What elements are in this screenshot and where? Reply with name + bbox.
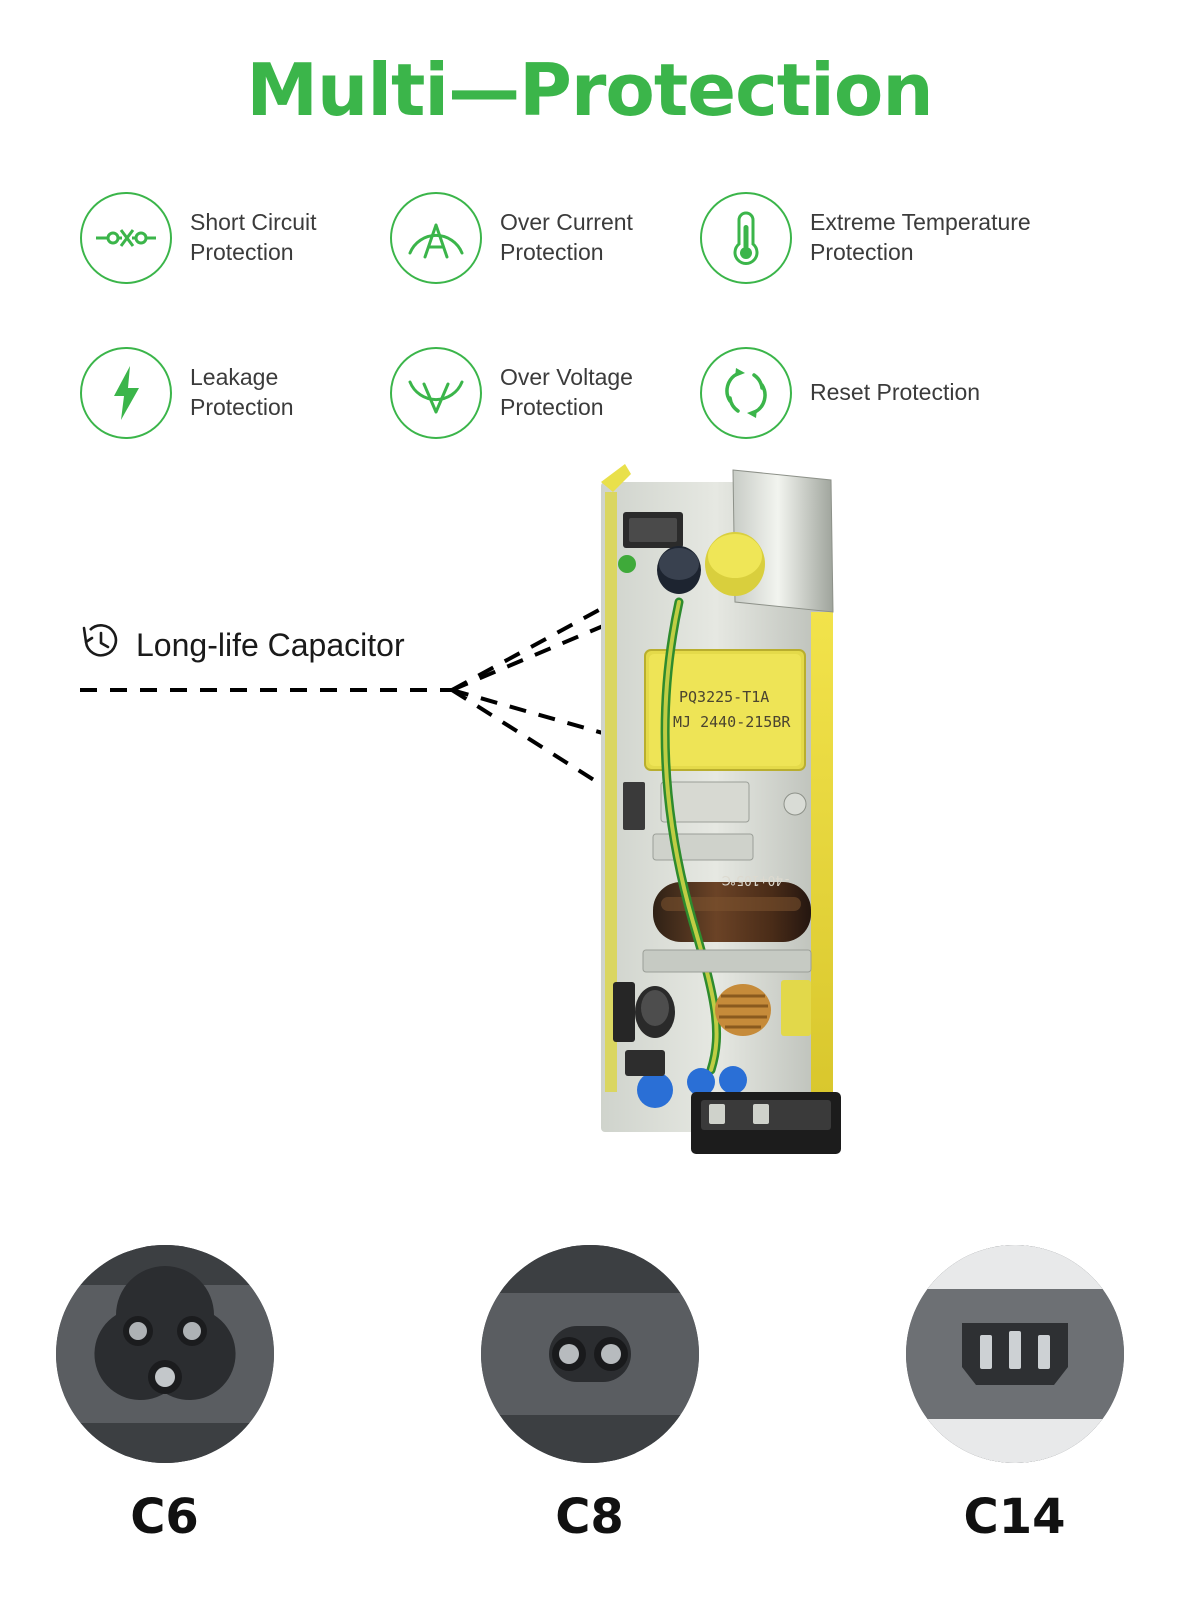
capacitor-rating-text: -40+105℃: [721, 872, 791, 887]
feature-label-line1: Over Current: [500, 209, 633, 236]
feature-label: [190, 208, 317, 267]
over-current-icon: [390, 192, 482, 284]
feature-label-line2: Protection: [190, 238, 294, 265]
over-voltage-icon: [390, 347, 482, 439]
lightning-bolt-icon: [80, 347, 172, 439]
feature-label: [810, 208, 1031, 267]
feature-leakage: [80, 315, 390, 470]
callout-long-life-capacitor: [80, 622, 405, 669]
transformer-code-line1: PQ3225-T1A: [679, 688, 770, 706]
feature-reset: [700, 315, 1060, 470]
feature-label: [500, 363, 633, 422]
feature-label: [190, 363, 294, 422]
connector-c8-image: [481, 1245, 699, 1463]
reset-arrows-icon: [700, 347, 792, 439]
feature-label-line2: Protection: [500, 238, 604, 265]
protection-feature-list: [80, 160, 1100, 470]
feature-label: [500, 208, 633, 267]
thermometer-icon: [700, 192, 792, 284]
feature-label-line1: Leakage: [190, 364, 279, 391]
connector-c8: [460, 1245, 720, 1545]
feature-label-line2: Protection: [190, 393, 294, 420]
connector-c14-image: [906, 1245, 1124, 1463]
connector-type-list: [0, 1245, 1179, 1545]
feature-extreme-temperature: [700, 160, 1060, 315]
feature-label: [810, 378, 980, 407]
feature-over-voltage: [390, 315, 700, 470]
feature-label-line1: Over Voltage: [500, 364, 633, 391]
pcb-photo: [583, 452, 883, 1182]
connector-label: C8: [555, 1489, 624, 1545]
short-circuit-icon: [80, 192, 172, 284]
feature-label-line1: Reset Protection: [810, 378, 981, 405]
feature-label-line1: Extreme Temperature: [810, 209, 1031, 236]
feature-label-line1: Short Circuit: [190, 209, 317, 236]
connector-c6-image: [56, 1245, 274, 1463]
connector-c14: [885, 1245, 1145, 1545]
feature-label-line2: Protection: [810, 238, 914, 265]
feature-short-circuit: [80, 160, 390, 315]
feature-label-line2: Protection: [500, 393, 604, 420]
connector-c6: [35, 1245, 295, 1545]
connector-label: C14: [963, 1489, 1066, 1545]
connector-label: C6: [130, 1489, 199, 1545]
callout-label: Long-life Capacitor: [136, 627, 405, 663]
transformer-code-line2: MJ 2440-215BR: [673, 713, 791, 731]
page-title: Multi—Protection: [246, 48, 933, 132]
clock-icon: [80, 622, 122, 669]
feature-over-current: [390, 160, 700, 315]
